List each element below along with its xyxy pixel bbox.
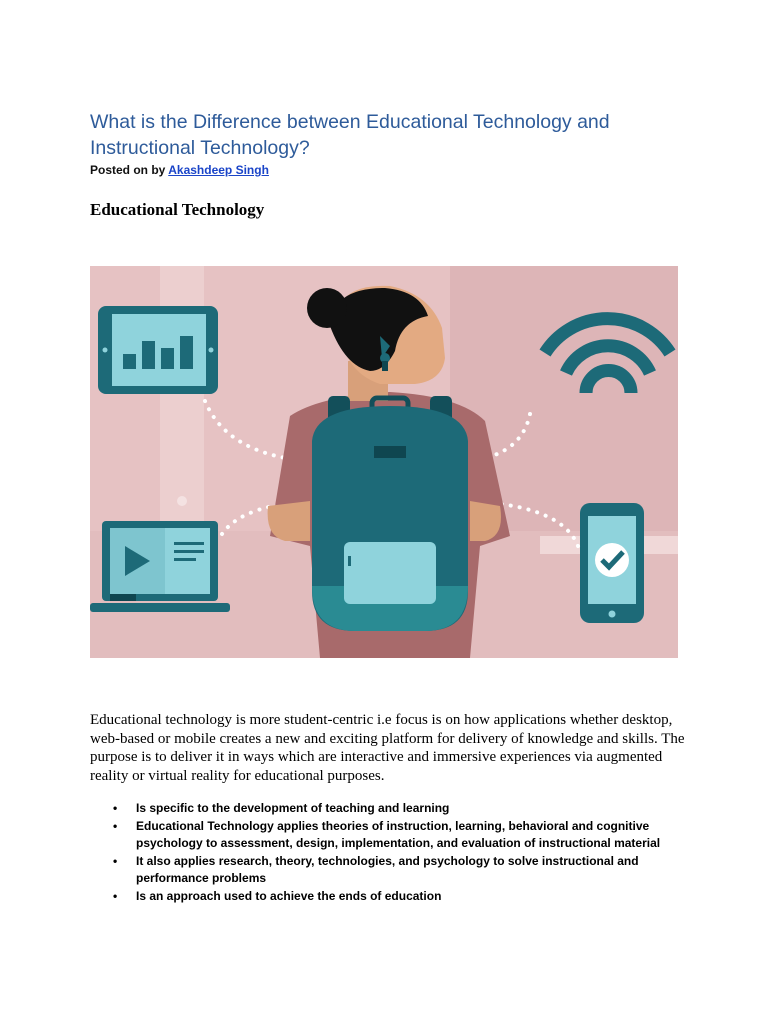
article-title-line-1: What is the Difference between Educational Technology and [90,111,610,133]
bullet-marker: • [113,888,118,903]
bullet-list [90,800,680,905]
list-item-text: It also applies research, theory, technologies, and psychology to solve instructional and performance problems [136,853,639,885]
list-item [90,888,680,906]
byline-prefix: Posted on by [90,163,166,177]
educational-technology-illustration [90,266,678,658]
list-item-text: Educational Technology applies theories of instruction, learning, behavioral and cognitive psychology to assessment, design, implementation, and evaluation of instructional material [136,818,661,850]
list-item [90,818,680,853]
article-title-line-2: Instructional Technology? [90,137,310,159]
article-title [90,109,650,161]
phone-check-icon [580,503,644,623]
section-heading: Educational Technology [90,200,265,219]
list-item-text: Is specific to the development of teaching and learning [136,801,450,815]
intro-paragraph: Educational technology is more student-centric i.e focus is on how applications whether desktop, web-based or mobile creates a new and exciting platform for delivery of knowledge and skills. The purpose is to deliver it in ways which are interactive and immersive experiences via augmented reality or virtual reality for educational purposes. [90,712,685,784]
list-item [90,853,680,888]
bullet-marker: • [113,818,118,833]
author-link[interactable]: Akashdeep Singh [168,163,269,177]
tablet-chart-icon [98,306,218,394]
list-item [90,800,680,818]
laptop-video-icon [90,521,230,612]
byline [90,163,269,177]
bullet-marker: • [113,801,118,815]
bullet-marker: • [113,853,118,868]
list-item-text: Is an approach used to achieve the ends of education [136,888,442,903]
